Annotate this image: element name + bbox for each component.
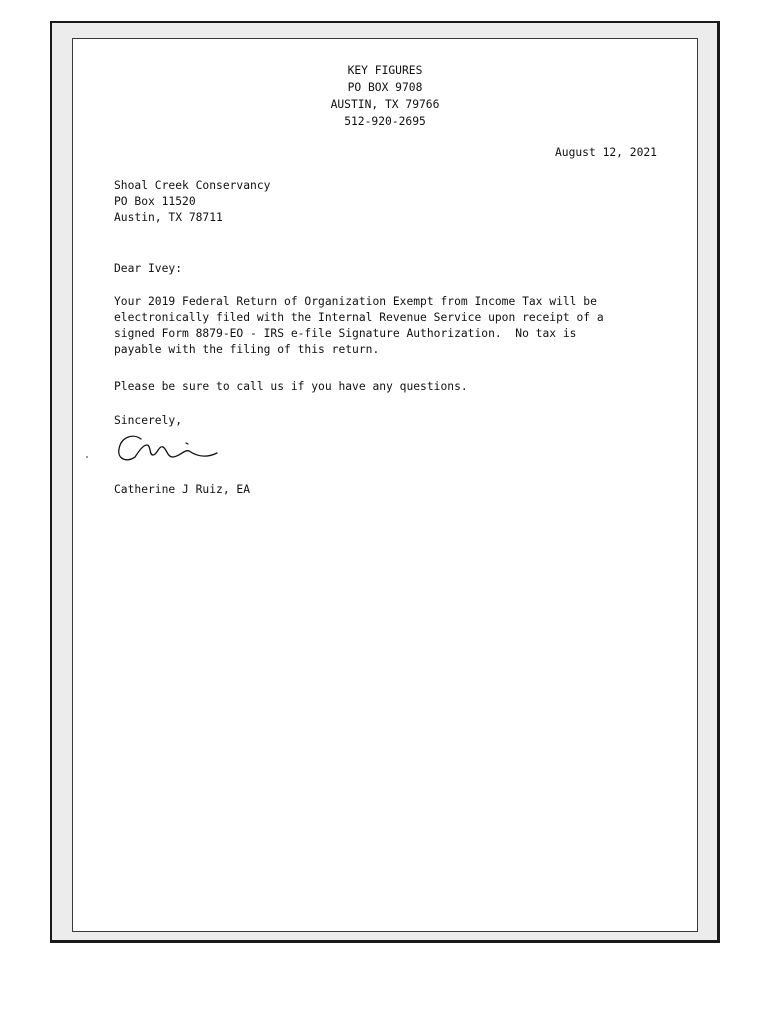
recipient-name: Shoal Creek Conservancy [114, 179, 271, 192]
signoff: Sincerely, [114, 414, 183, 427]
closing-note: Please be sure to call us if you have any questions. [114, 380, 468, 393]
body-line: electronically filed with the Internal Revenue Service upon receipt of a [114, 311, 604, 324]
company-name: KEY FIGURES [347, 64, 423, 77]
recipient-block [114, 178, 270, 226]
signer-name: Catherine J Ruiz, EA [114, 483, 251, 496]
company-address-line1: PO BOX 9708 [347, 81, 423, 94]
salutation: Dear Ivey: [114, 262, 183, 275]
recipient-address-line1: PO Box 11520 [114, 195, 196, 208]
recipient-address-line2: Austin, TX 78711 [114, 211, 223, 224]
body-line: Your 2019 Federal Return of Organization Exempt from Income Tax will be [114, 295, 597, 308]
body-paragraph [114, 294, 674, 358]
letter-page [72, 38, 698, 932]
letter-date: August 12, 2021 [554, 146, 657, 159]
company-address-line2: AUSTIN, TX 79766 [330, 98, 440, 111]
letterhead [73, 62, 697, 130]
handwritten-signature [83, 431, 223, 471]
body-line: signed Form 8879-EO - IRS e-file Signature Authorization. No tax is [114, 327, 577, 340]
company-phone: 512-920-2695 [344, 115, 426, 128]
body-line: payable with the filing of this return. [114, 343, 380, 356]
